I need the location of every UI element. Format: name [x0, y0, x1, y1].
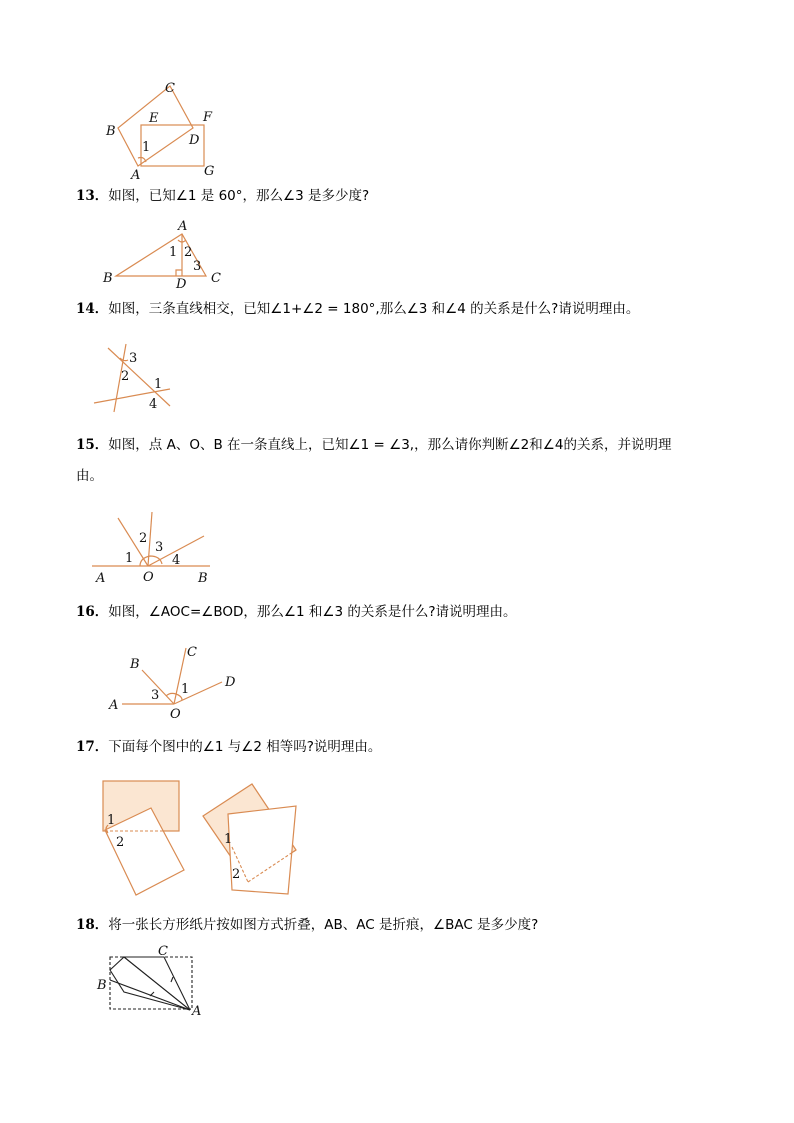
question-number: 13． [76, 188, 109, 204]
figure-q14 [90, 338, 180, 414]
angle-label-3: 3 [151, 688, 160, 703]
label-B: B [103, 271, 113, 286]
angle-label-4: 4 [149, 397, 158, 412]
question-18 [76, 914, 538, 936]
angle-label-1: 1 [142, 140, 151, 155]
angle-label-4: 4 [172, 553, 181, 568]
label-A: A [192, 1004, 202, 1019]
label-F: F [203, 110, 213, 125]
question-text: 如图，已知∠1 是 60°，那么∠3 是多少度? [108, 188, 370, 204]
question-number: 15． [76, 437, 109, 453]
label-A: A [178, 219, 188, 234]
label-B: B [106, 124, 116, 139]
question-text: 如图，∠AOC=∠BOD，那么∠1 和∠3 的关系是什么?请说明理由。 [108, 604, 517, 620]
label-D: D [189, 133, 200, 148]
question-text: 将一张长方形纸片按如图方式折叠，AB、AC 是折痕，∠BAC 是多少度? [108, 917, 539, 933]
label-O: O [143, 570, 154, 585]
figure-q12 [100, 78, 230, 182]
label-D: D [225, 675, 236, 690]
label-C: C [158, 944, 168, 959]
figure-q13 [98, 216, 228, 290]
angle-label-1: 1 [181, 682, 190, 697]
question-16 [76, 601, 517, 623]
question-text-line2: 由。 [76, 468, 103, 484]
angle-label-2: 2 [116, 835, 125, 850]
label-C: C [211, 271, 221, 286]
label-D: D [176, 277, 187, 292]
angle-label-2: 2 [139, 531, 148, 546]
question-text-line1: 如图，点 A、O、B 在一条直线上，已知∠1 = ∠3,，那么请你判断∠2和∠4的关系，并说明理 [108, 437, 672, 453]
question-number: 18． [76, 917, 109, 933]
label-C: C [187, 645, 197, 660]
question-number: 14． [76, 301, 109, 317]
angle-label-1: 1 [224, 832, 233, 847]
question-15-continued [76, 465, 103, 487]
question-15 [76, 434, 671, 456]
label-A: A [96, 571, 106, 586]
angle-label-3: 3 [155, 540, 164, 555]
figure-q16 [104, 640, 244, 722]
angle-label-2: 2 [121, 369, 130, 384]
label-B: B [97, 978, 107, 993]
angle-label-3: 3 [129, 351, 138, 366]
angle-label-1: 1 [125, 551, 134, 566]
label-G: G [204, 164, 215, 179]
fold-left [110, 957, 190, 1010]
figure-q18 [94, 944, 206, 1020]
label-B: B [130, 657, 140, 672]
label-B: B [198, 571, 208, 586]
angle-label-2: 2 [232, 867, 241, 882]
fold-right [124, 957, 190, 1010]
question-14 [76, 298, 639, 320]
label-A: A [131, 168, 141, 183]
angle-label-3: 3 [193, 259, 202, 274]
figure-q15 [88, 508, 218, 586]
label-C: C [165, 81, 175, 96]
figure-q17-left [98, 778, 190, 900]
question-text: 如图，三条直线相交，已知∠1+∠2 = 180°,那么∠3 和∠4 的关系是什么?请说明理由。 [108, 301, 640, 317]
question-text: 下面每个图中的∠1 与∠2 相等吗?说明理由。 [108, 739, 382, 755]
label-O: O [170, 707, 181, 722]
angle-label-2: 2 [184, 245, 193, 260]
question-17 [76, 736, 381, 758]
label-A: A [109, 698, 119, 713]
label-E: E [149, 111, 159, 126]
question-number: 16． [76, 604, 109, 620]
question-13 [76, 185, 369, 207]
figure-q17-right [200, 780, 300, 898]
angle-label-1: 1 [107, 813, 116, 828]
angle-label-1: 1 [154, 377, 163, 392]
question-number: 17． [76, 739, 109, 755]
angle-label-1: 1 [169, 245, 178, 260]
figure-q12-tilted-rect [118, 86, 193, 166]
